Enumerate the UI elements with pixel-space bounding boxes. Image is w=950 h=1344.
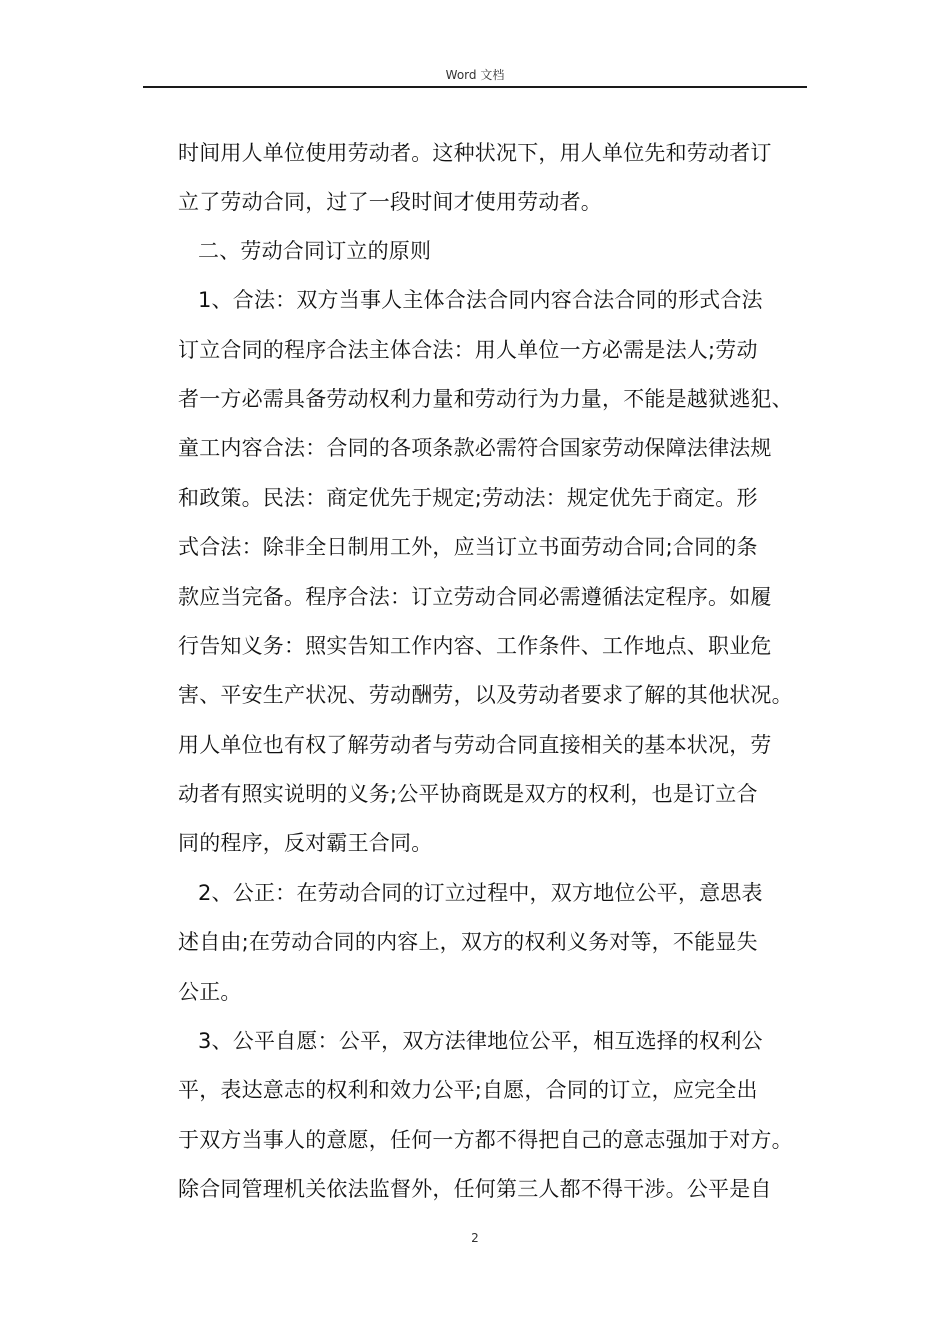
header-rule [143, 86, 807, 88]
body-line: 立了劳动合同，过了一段时间才使用劳动者。 [178, 190, 602, 214]
body-line: 童工内容合法：合同的各项条款必需符合国家劳动保障法律法规 [178, 436, 772, 460]
body-line: 行告知义务：照实告知工作内容、工作条件、工作地点、职业危 [178, 634, 772, 658]
body-line: 2、公正：在劳动合同的订立过程中，双方地位公平，意思表 [198, 881, 763, 905]
body-line: 式合法：除非全日制用工外，应当订立书面劳动合同;合同的条 [178, 535, 758, 559]
body-line: 除合同管理机关依法监督外，任何第三人都不得干涉。公平是自 [178, 1177, 772, 1201]
body-line: 时间用人单位使用劳动者。这种状况下，用人单位先和劳动者订 [178, 141, 772, 165]
body-line: 者一方必需具备劳动权利力量和劳动行为力量，不能是越狱逃犯、 [178, 387, 793, 411]
body-line: 同的程序，反对霸王合同。 [178, 831, 433, 855]
page-header: Word 文档 [445, 68, 505, 82]
body-line: 公正。 [178, 980, 242, 1004]
body-line: 动者有照实说明的义务;公平协商既是双方的权利，也是订立合 [178, 782, 758, 806]
page-number: 2 [471, 1231, 479, 1245]
body-line: 平，表达意志的权利和效力公平;自愿，合同的订立，应完全出 [178, 1078, 758, 1102]
body-line: 述自由;在劳动合同的内容上，双方的权利义务对等，不能显失 [178, 930, 758, 954]
body-line: 订立合同的程序合法主体合法：用人单位一方必需是法人;劳动 [178, 338, 758, 362]
body-line: 1、合法：双方当事人主体合法合同内容合法合同的形式合法 [198, 288, 763, 312]
body-line: 3、公平自愿：公平，双方法律地位公平，相互选择的权利公 [198, 1029, 763, 1053]
body-line: 害、平安生产状况、劳动酬劳，以及劳动者要求了解的其他状况。 [178, 683, 793, 707]
body-line: 用人单位也有权了解劳动者与劳动合同直接相关的基本状况，劳 [178, 733, 772, 757]
section-heading: 二、劳动合同订立的原则 [198, 239, 432, 263]
body-line: 款应当完备。程序合法：订立劳动合同必需遵循法定程序。如履 [178, 585, 772, 609]
body-line: 于双方当事人的意愿，任何一方都不得把自己的意志强加于对方。 [178, 1128, 793, 1152]
body-line: 和政策。民法：商定优先于规定;劳动法：规定优先于商定。形 [178, 486, 758, 510]
